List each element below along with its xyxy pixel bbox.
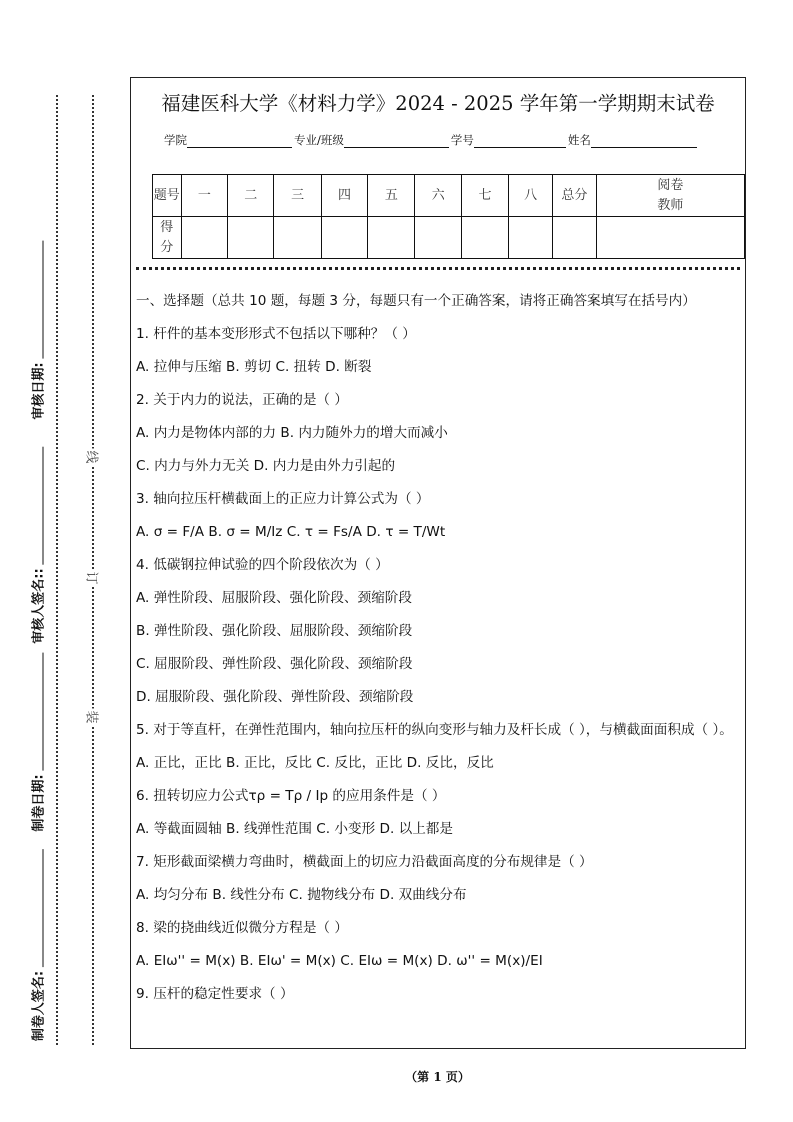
answer-options: A. 弹性阶段、屈服阶段、强化阶段、颈缩阶段 [136,590,412,606]
score-cell[interactable] [415,217,461,259]
student-info-row [164,132,699,148]
score-row [153,217,745,259]
score-cell[interactable] [274,217,321,259]
paper-date-field: 制卷日期: [28,652,47,831]
question-stem: 8. 梁的挠曲线近似微分方程是（ ） [136,920,348,936]
score-cell[interactable] [321,217,367,259]
question-stem: 4. 低碳钢拉伸试验的四个阶段依次为（ ） [136,557,389,573]
binding-mark-staple: 订 [84,569,103,586]
answer-options: A. 正比，正比 B. 正比，反比 C. 反比，正比 D. 反比，反比 [136,755,494,771]
exam-frame [130,77,746,1049]
header-cell: 二 [228,175,274,217]
page-title: 福建医科大学《材料力学》2024 - 2025 学年第一学期期末试卷 [161,92,715,115]
binding-mark-bind: 装 [84,708,103,725]
question-stem: 7. 矩形截面梁横力弯曲时，横截面上的切应力沿截面高度的分布规律是（ ） [136,854,593,870]
score-cell[interactable] [509,217,553,259]
score-table [152,174,745,259]
answer-options: C. 内力与外力无关 D. 内力是由外力引起的 [136,458,396,474]
answer-options: A. 均匀分布 B. 线性分布 C. 抛物线分布 D. 双曲线分布 [136,887,467,903]
page-number: （第 1 页） [405,1070,470,1084]
score-row-label: 得 分 [153,217,182,259]
seal-dotted-line-outer [56,95,58,1045]
score-cell[interactable] [553,217,597,259]
header-cell: 五 [368,175,415,217]
header-cell: 四 [321,175,367,217]
question-stem: 9. 压杆的稳定性要求（ ） [136,986,294,1002]
header-cell: 题号 [153,175,182,217]
score-cell[interactable] [461,217,508,259]
question-body [136,290,741,1016]
name-label: 姓名 [567,133,591,147]
header-cell: 七 [461,175,508,217]
answer-options: A. EIω'' = M(x) B. EIω' = M(x) C. EIω = M(x) D. ω'' = M(x)/EI [136,953,543,969]
score-cell[interactable] [181,217,227,259]
answer-options: C. 屈服阶段、弹性阶段、强化阶段、颈缩阶段 [136,656,413,672]
score-cell[interactable] [368,217,415,259]
answer-options: A. 等截面圆轴 B. 线弹性范围 C. 小变形 D. 以上都是 [136,821,453,837]
answer-options: A. 拉伸与压缩 B. 剪切 C. 扭转 D. 断裂 [136,359,372,375]
answer-options: A. 内力是物体内部的力 B. 内力随外力的增大而减小 [136,425,448,441]
header-cell: 一 [181,175,227,217]
header-cell: 八 [509,175,553,217]
question-stem: 1. 杆件的基本变形形式不包括以下哪种？（ ） [136,326,416,342]
binding-mark-line: 线 [84,448,103,465]
question-stem: 3. 轴向拉压杆横截面上的正应力计算公式为（ ） [136,491,430,507]
question-stem: 5. 对于等直杆，在弹性范围内，轴向拉压杆的纵向变形与轴力及杆长成（ ），与横截面面积成（ ）。 [136,722,733,738]
dotted-separator [136,267,740,270]
score-cell[interactable] [596,217,744,259]
score-cell[interactable] [228,217,274,259]
reviewer-signature-field: 审核人签名:: [28,446,47,643]
header-cell: 阅卷 教师 [596,175,744,217]
answer-options: A. σ = F/A B. σ = M/Iz C. τ = Fs/A D. τ = T/Wt [136,524,446,540]
paper-maker-signature-field: 制卷人签名: [28,849,47,1041]
question-stem: 2. 关于内力的说法，正确的是（ ） [136,392,348,408]
score-table-header [153,175,745,217]
major-class-field[interactable] [344,133,449,148]
answer-options: B. 弹性阶段、强化阶段、屈服阶段、颈缩阶段 [136,623,413,639]
student-id-label: 学号 [450,133,474,147]
section-heading: 一、选择题（总共 10 题，每题 3 分，每题只有一个正确答案，请将正确答案填写在括号内） [136,293,696,309]
answer-options: D. 屈服阶段、强化阶段、弹性阶段、颈缩阶段 [136,689,414,705]
college-field[interactable] [187,133,292,148]
question-stem: 6. 扭转切应力公式τρ = Tρ / Ip 的应用条件是（ ） [136,788,446,804]
question-list [136,323,741,1005]
header-cell: 三 [274,175,321,217]
header-cell: 六 [415,175,461,217]
college-label: 学院 [164,133,187,147]
major-class-label: 专业/班级 [294,133,344,147]
student-id-field[interactable] [474,133,566,148]
header-cell: 总分 [553,175,597,217]
name-field[interactable] [591,133,697,148]
review-date-field: 审核日期: [28,240,47,419]
